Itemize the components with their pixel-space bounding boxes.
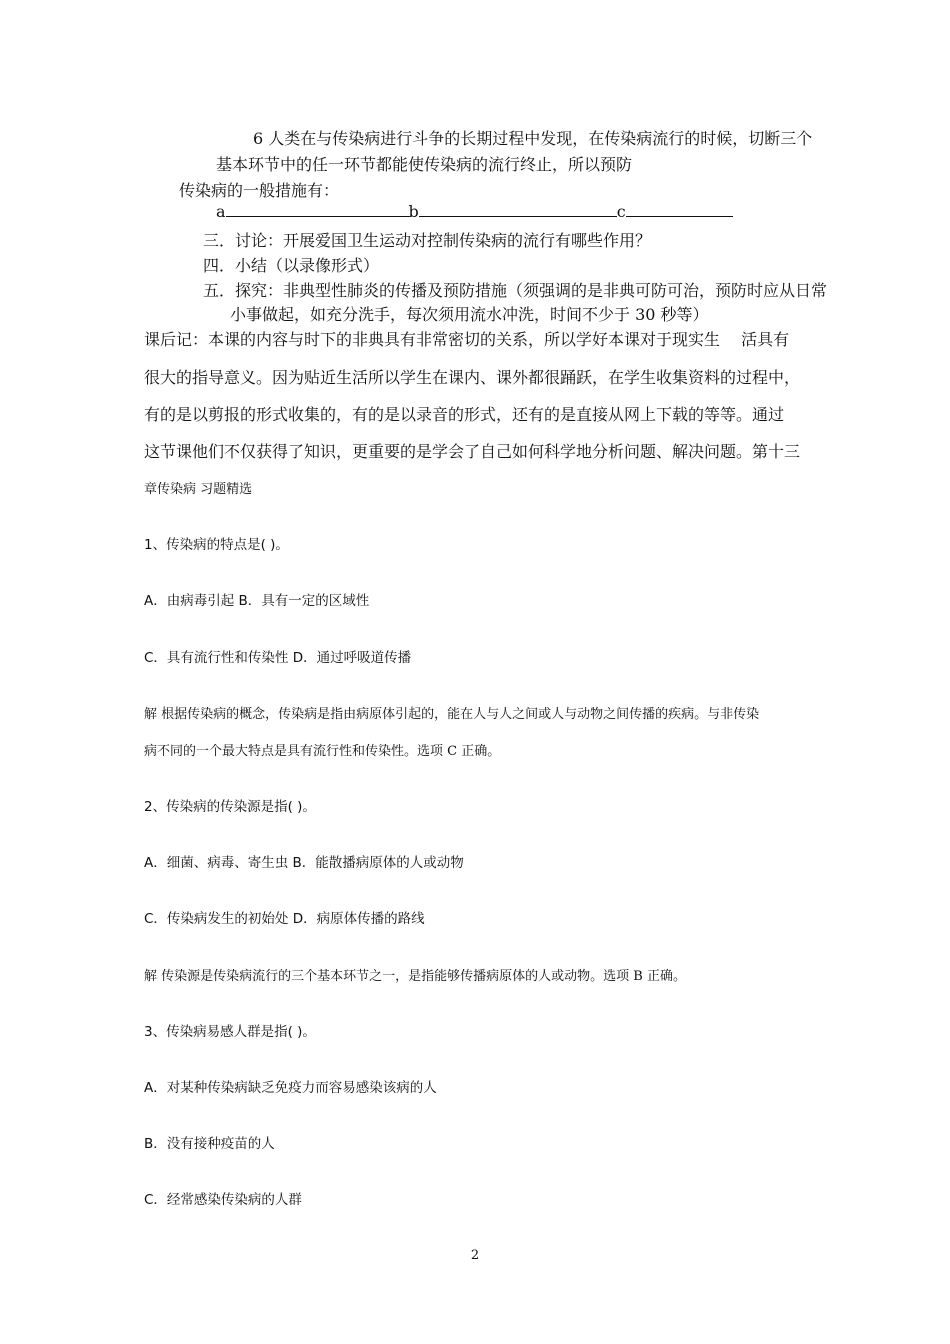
- blank-a: [226, 202, 409, 217]
- question-3: 3、传染病易感人群是指( )。: [144, 1024, 316, 1040]
- blank-c: [626, 202, 733, 217]
- afterword-line4: 这节课他们不仅获得了知识，更重要的是学会了自己如何科学地分析问题、解决问题。第十三: [144, 442, 801, 461]
- question-3-option-a: A．对某种传染病缺乏免疫力而容易感染该病的人: [144, 1080, 437, 1096]
- blank-a-label: a: [216, 202, 226, 221]
- question-3-option-c: C．经常感染传染病的人群: [144, 1192, 302, 1208]
- afterword-line2: 很大的指导意义。因为贴近生活所以学生在课内、课外都很踊跃，在学生收集资料的过程中，: [144, 368, 801, 387]
- question-1-solution-line2: 病不同的一个最大特点是具有流行性和传染性。选项 C 正确。: [144, 744, 501, 759]
- afterword-line1: 课后记：本课的内容与时下的非典具有非常密切的关系，所以学好本课对于现实生 活具有: [144, 330, 790, 349]
- item-5-line2: 小事做起，如充分洗手，每次须用流水冲洗，时间不少于 30 秒等）: [230, 305, 709, 324]
- item-4-summary: 四．小结（以录像形式）: [203, 256, 380, 275]
- blank-c-label: c: [616, 202, 626, 221]
- question-2-solution: 解 传染源是传染病流行的三个基本环节之一，是指能够传播病原体的人或动物。选项 B 正确。: [144, 969, 686, 984]
- question-3-option-b: B．没有接种疫苗的人: [144, 1136, 275, 1152]
- exercise-title: 章传染病 习题精选: [144, 482, 253, 497]
- question-1-solution-line1: 解 根据传染病的概念，传染病是指由病原体引起的，能在人与人之间或人与动物之间传播的疾病。与非传染: [144, 707, 760, 722]
- item-5-line1: 五．探究：非典型性肺炎的传播及预防措施（须强调的是非典可防可治，预防时应从日常: [203, 281, 828, 300]
- question-1: 1、传染病的特点是( )。: [144, 537, 289, 553]
- para-6-line1: 6 人类在与传染病进行斗争的长期过程中发现，在传染病流行的时候，切断三个: [253, 129, 813, 148]
- question-1-options-ab: A．由病毒引起 B．具有一定的区域性: [144, 593, 370, 609]
- question-1-options-cd: C．具有流行性和传染性 D．通过呼吸道传播: [144, 650, 412, 666]
- item-3-discussion: 三．讨论：开展爱国卫生运动对控制传染病的流行有哪些作用？: [203, 231, 652, 250]
- blank-b: [419, 202, 617, 217]
- question-2: 2、传染病的传染源是指( )。: [144, 799, 316, 815]
- question-2-options-cd: C．传染病发生的初始处 D．病原体传播的路线: [144, 911, 425, 927]
- para-6-line2: 基本环节中的任一环节都能使传染病的流行终止，所以预防: [216, 155, 633, 174]
- afterword-line3: 有的是以剪报的形式收集的，有的是以录音的形式，还有的是直接从网上下载的等等。通过: [144, 405, 785, 424]
- blank-b-label: b: [408, 202, 419, 221]
- para-6-line3: 传染病的一般措施有：: [179, 181, 340, 200]
- fill-blanks-row: [216, 202, 733, 221]
- question-2-options-ab: A．细菌、病毒、寄生虫 B．能散播病原体的人或动物: [144, 855, 464, 871]
- page-number: 2: [470, 1248, 480, 1263]
